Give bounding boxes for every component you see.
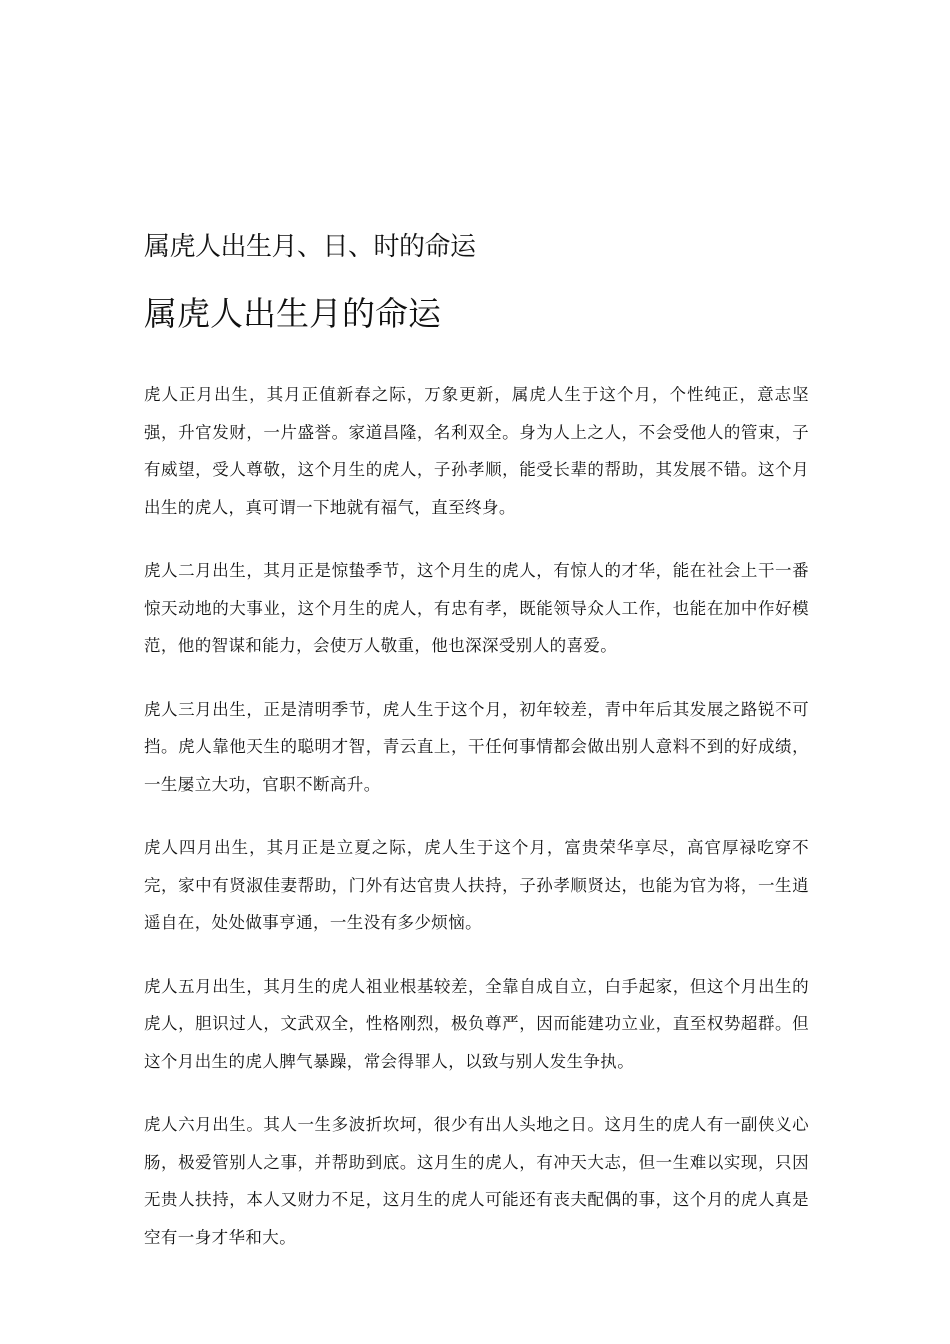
section-heading: 属虎人出生月的命运 xyxy=(144,294,441,333)
paragraph-month-4: 虎人四月出生，其月正是立夏之际，虎人生于这个月，富贵荣华享尽，高官厚禄吃穿不完，家中有贤淑佳妻帮助，门外有达官贵人扶持，子孙孝顺贤达，也能为官为将，一生逍遥自在，处处做事亨通，一生没有多少烦恼。 xyxy=(144,838,809,932)
body-text xyxy=(144,376,809,1282)
document-title: 属虎人出生月、日、时的命运 xyxy=(144,232,476,262)
paragraph-month-2: 虎人二月出生，其月正是惊蛰季节，这个月生的虎人，有惊人的才华，能在社会上干一番惊天动地的大事业，这个月生的虎人，有忠有孝，既能领导众人工作，也能在加中作好模范，他的智谋和能力，会使万人敬重，他也深深受别人的喜爱。 xyxy=(144,561,809,655)
paragraph-month-6: 虎人六月出生。其人一生多波折坎坷，很少有出人头地之日。这月生的虎人有一副侠义心肠，极爱管别人之事，并帮助到底。这月生的虎人，有冲天大志，但一生难以实现，只因无贵人扶持，本人又财力不足，这月生的虎人可能还有丧夫配偶的事，这个月的虎人真是空有一身才华和大。 xyxy=(144,1115,809,1247)
paragraph-month-5: 虎人五月出生，其月生的虎人祖业根基较差，全靠自成自立，白手起家，但这个月出生的虎人，胆识过人，文武双全，性格刚烈，极负尊严，因而能建功立业，直至权势超群。但这个月出生的虎人脾气暴躁，常会得罪人，以致与别人发生争执。 xyxy=(144,976,809,1071)
paragraph-month-1: 虎人正月出生，其月正值新春之际，万象更新，属虎人生于这个月，个性纯正，意志坚强，升官发财，一片盛誉。家道昌隆，名利双全。身为人上之人，不会受他人的管束，子有威望，受人尊敬，这个月生的虎人，子孙孝顺，能受长辈的帮助，其发展不错。这个月出生的虎人，真可谓一下地就有福气，直至终身。 xyxy=(144,385,809,517)
paragraph-month-3: 虎人三月出生，正是清明季节，虎人生于这个月，初年较差，青中年后其发展之路锐不可挡。虎人靠他天生的聪明才智，青云直上，干任何事情都会做出别人意料不到的好成绩，一生屡立大功，官职不断高升。 xyxy=(144,699,809,794)
